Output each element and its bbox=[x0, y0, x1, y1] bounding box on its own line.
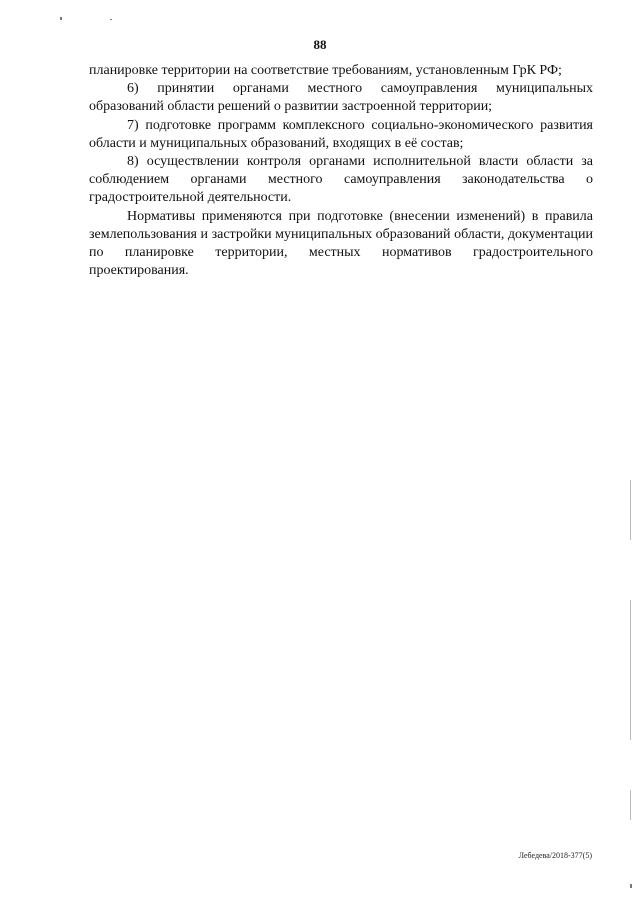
scan-speck bbox=[630, 884, 632, 888]
paragraph: планировке территории на соответствие требованиям, установленным ГрК РФ; bbox=[89, 63, 562, 78]
scan-speck bbox=[60, 17, 62, 20]
scan-edge-mark bbox=[630, 600, 631, 740]
paragraph: 8) осуществлении контроля органами исполнительной власти области за соблюдением органами местного самоуправления законодательства о градостроительной деятельности. bbox=[89, 154, 593, 206]
footer-stamp: Лебедева/2018-377(5) bbox=[518, 851, 592, 860]
scan-edge-mark bbox=[630, 790, 631, 820]
scan-edge-mark bbox=[630, 480, 631, 540]
paragraph: 6) принятии органами местного самоуправления муниципальных образований области решений о развитии застроенной территории; bbox=[89, 81, 593, 115]
paragraph: Нормативы применяются при подготовке (внесении изменений) в правила землепользования и застройки муниципальных образований области, документации по планировке территории, местных нормативов градостроительного проектирования. bbox=[89, 208, 593, 279]
paragraph: 7) подготовке программ комплексного социально-экономического развития области и муниципальных образований, входящих в её состав; bbox=[89, 117, 593, 151]
scan-speck bbox=[110, 19, 112, 20]
document-body bbox=[89, 62, 593, 280]
page-number: 88 bbox=[313, 37, 327, 52]
